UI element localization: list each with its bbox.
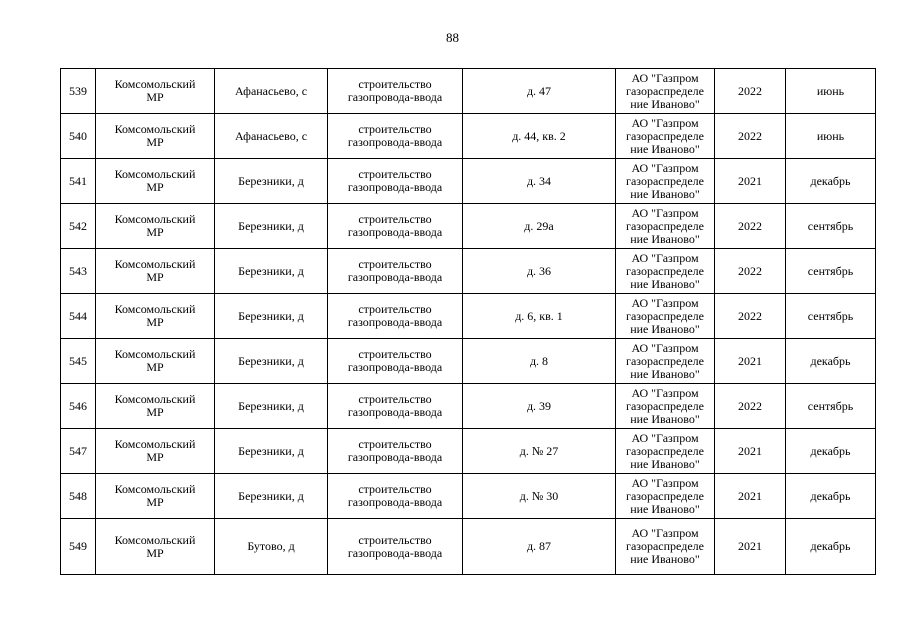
work-type-cell — [328, 69, 463, 114]
organization-line: ние Иваново" — [630, 366, 700, 381]
table-row — [61, 114, 876, 159]
organization-line: АО "Газпром — [631, 160, 699, 175]
locality: Березники, д — [238, 353, 304, 368]
work-type-cell — [328, 294, 463, 339]
address: д. № 27 — [519, 443, 559, 458]
work-type-line: строительство — [358, 482, 432, 496]
row-number-cell — [61, 69, 96, 114]
year: 2022 — [738, 218, 762, 233]
district-line: Комсомольский — [114, 392, 196, 406]
row-number-cell — [61, 114, 96, 159]
locality-cell — [215, 249, 328, 294]
table-row — [61, 339, 876, 384]
work-type-cell — [328, 339, 463, 384]
month: сентябрь — [807, 398, 854, 413]
organization-line: газораспределе — [626, 308, 704, 323]
row-number: 547 — [69, 443, 87, 458]
organization-line: АО "Газпром — [631, 205, 699, 220]
row-number: 543 — [69, 263, 87, 278]
year: 2021 — [738, 443, 762, 458]
organization-line: АО "Газпром — [631, 115, 699, 130]
district-line: МР — [146, 360, 164, 374]
organization-cell — [616, 204, 715, 249]
organization-cell — [616, 114, 715, 159]
year: 2022 — [738, 398, 762, 413]
organization-line: газораспределе — [626, 218, 704, 233]
address: д. № 30 — [519, 488, 559, 503]
month-cell — [786, 474, 876, 519]
table-row — [61, 159, 876, 204]
work-type-line: газопровода-ввода — [347, 270, 443, 284]
address: д. 6, кв. 1 — [515, 308, 563, 323]
locality: Березники, д — [238, 308, 304, 323]
work-type-line: строительство — [358, 437, 432, 451]
organization-line: ние Иваново" — [630, 552, 700, 566]
work-type-cell — [328, 159, 463, 204]
address-cell — [463, 204, 616, 249]
row-number-cell — [61, 204, 96, 249]
row-number-cell — [61, 474, 96, 519]
locality: Афанасьево, с — [234, 128, 308, 143]
table-row — [61, 519, 876, 575]
work-type-line: газопровода-ввода — [347, 360, 443, 374]
row-number: 549 — [69, 539, 87, 553]
organization-line: ние Иваново" — [630, 231, 700, 246]
organization-line: газораспределе — [626, 539, 704, 553]
month: сентябрь — [807, 263, 854, 278]
work-type-line: строительство — [358, 302, 432, 316]
district-line: МР — [146, 315, 164, 329]
organization-cell — [616, 159, 715, 204]
organization-line: газораспределе — [626, 263, 704, 278]
locality: Березники, д — [238, 398, 304, 413]
address: д. 39 — [526, 398, 552, 413]
row-number: 546 — [69, 398, 87, 413]
work-type-cell — [328, 429, 463, 474]
organization-line: ние Иваново" — [630, 96, 700, 111]
row-number-cell — [61, 384, 96, 429]
organization-line: ние Иваново" — [630, 186, 700, 201]
address-cell — [463, 114, 616, 159]
district-line: МР — [146, 225, 164, 239]
year: 2021 — [738, 173, 762, 188]
row-number-cell — [61, 429, 96, 474]
work-type-line: газопровода-ввода — [347, 90, 443, 104]
year-cell — [715, 249, 786, 294]
work-type-line: строительство — [358, 167, 432, 181]
month: июнь — [816, 128, 845, 143]
district-cell — [96, 114, 215, 159]
row-number: 540 — [69, 128, 87, 143]
district-line: Комсомольский — [114, 437, 196, 451]
work-type-line: строительство — [358, 77, 432, 91]
year-cell — [715, 294, 786, 339]
month-cell — [786, 159, 876, 204]
district-line: МР — [146, 545, 164, 560]
locality: Афанасьево, с — [234, 83, 308, 98]
year: 2021 — [738, 488, 762, 503]
organization-line: АО "Газпром — [631, 430, 699, 445]
district-line: МР — [146, 90, 164, 104]
work-type-line: газопровода-ввода — [347, 180, 443, 194]
row-number: 542 — [69, 218, 87, 233]
locality-cell — [215, 474, 328, 519]
table-row — [61, 474, 876, 519]
locality-cell — [215, 339, 328, 384]
year-cell — [715, 114, 786, 159]
month-cell — [786, 294, 876, 339]
organization-line: ние Иваново" — [630, 456, 700, 471]
work-type-line: строительство — [358, 532, 432, 547]
address-cell — [463, 519, 616, 575]
year: 2022 — [738, 308, 762, 323]
district-line: МР — [146, 405, 164, 419]
organization-line: ние Иваново" — [630, 501, 700, 516]
year-cell — [715, 519, 786, 575]
month-cell — [786, 339, 876, 384]
organization-cell — [616, 429, 715, 474]
organization-cell — [616, 339, 715, 384]
year-cell — [715, 429, 786, 474]
month: декабрь — [810, 488, 851, 503]
district-cell — [96, 69, 215, 114]
gasification-table — [60, 68, 876, 575]
month: сентябрь — [807, 218, 854, 233]
district-line: Комсомольский — [114, 302, 196, 316]
locality: Березники, д — [238, 488, 304, 503]
locality: Березники, д — [238, 173, 304, 188]
row-number: 541 — [69, 173, 87, 188]
table-row — [61, 249, 876, 294]
locality: Березники, д — [238, 218, 304, 233]
organization-line: ние Иваново" — [630, 276, 700, 291]
month-cell — [786, 69, 876, 114]
organization-line: газораспределе — [626, 353, 704, 368]
year-cell — [715, 204, 786, 249]
row-number-cell — [61, 519, 96, 575]
work-type-line: газопровода-ввода — [347, 135, 443, 149]
row-number: 548 — [69, 488, 87, 503]
work-type-cell — [328, 519, 463, 575]
organization-line: газораспределе — [626, 398, 704, 413]
row-number-cell — [61, 249, 96, 294]
district-line: МР — [146, 180, 164, 194]
district-cell — [96, 249, 215, 294]
organization-line: АО "Газпром — [631, 340, 699, 355]
table-row — [61, 429, 876, 474]
year: 2021 — [738, 539, 762, 553]
year: 2021 — [738, 353, 762, 368]
table-row — [61, 294, 876, 339]
year-cell — [715, 384, 786, 429]
organization-cell — [616, 474, 715, 519]
work-type-line: газопровода-ввода — [347, 450, 443, 464]
district-line: Комсомольский — [114, 212, 196, 226]
organization-line: газораспределе — [626, 173, 704, 188]
district-cell — [96, 429, 215, 474]
work-type-line: газопровода-ввода — [347, 405, 443, 419]
work-type-cell — [328, 249, 463, 294]
organization-line: ние Иваново" — [630, 141, 700, 156]
work-type-cell — [328, 384, 463, 429]
year: 2022 — [738, 83, 762, 98]
district-line: Комсомольский — [114, 257, 196, 271]
year-cell — [715, 159, 786, 204]
district-line: Комсомольский — [114, 122, 196, 136]
address: д. 29а — [524, 218, 554, 233]
address: д. 8 — [529, 353, 549, 368]
locality-cell — [215, 294, 328, 339]
district-cell — [96, 384, 215, 429]
district-cell — [96, 204, 215, 249]
organization-cell — [616, 519, 715, 575]
month-cell — [786, 204, 876, 249]
organization-line: газораспределе — [626, 128, 704, 143]
address-cell — [463, 159, 616, 204]
work-type-line: газопровода-ввода — [347, 545, 443, 560]
locality: Березники, д — [238, 263, 304, 278]
district-cell — [96, 159, 215, 204]
district-line: Комсомольский — [114, 77, 196, 91]
locality-cell — [215, 429, 328, 474]
organization-cell — [616, 249, 715, 294]
month-cell — [786, 519, 876, 575]
district-line: Комсомольский — [114, 482, 196, 496]
organization-line: АО "Газпром — [631, 526, 699, 540]
locality-cell — [215, 384, 328, 429]
organization-line: газораспределе — [626, 488, 704, 503]
district-line: Комсомольский — [114, 532, 196, 547]
work-type-line: газопровода-ввода — [347, 225, 443, 239]
year-cell — [715, 474, 786, 519]
address-cell — [463, 429, 616, 474]
address-cell — [463, 474, 616, 519]
month: декабрь — [810, 443, 851, 458]
district-line: МР — [146, 270, 164, 284]
organization-line: АО "Газпром — [631, 475, 699, 490]
table-body — [61, 69, 876, 575]
page-number: 88 — [446, 30, 459, 45]
work-type-line: строительство — [358, 212, 432, 226]
district-cell — [96, 519, 215, 575]
locality-cell — [215, 519, 328, 575]
month-cell — [786, 114, 876, 159]
locality-cell — [215, 204, 328, 249]
year-cell — [715, 69, 786, 114]
address-cell — [463, 384, 616, 429]
table-row — [61, 384, 876, 429]
table-row — [61, 69, 876, 114]
address: д. 87 — [526, 539, 552, 553]
district-cell — [96, 294, 215, 339]
row-number: 545 — [69, 353, 87, 368]
year: 2022 — [738, 263, 762, 278]
work-type-line: строительство — [358, 257, 432, 271]
row-number: 544 — [69, 308, 87, 323]
address-cell — [463, 339, 616, 384]
organization-line: АО "Газпром — [631, 250, 699, 265]
row-number-cell — [61, 294, 96, 339]
organization-line: ние Иваново" — [630, 411, 700, 426]
table-row — [61, 204, 876, 249]
district-line: Комсомольский — [114, 347, 196, 361]
month: июнь — [816, 83, 845, 98]
work-type-line: газопровода-ввода — [347, 495, 443, 509]
address-cell — [463, 69, 616, 114]
address: д. 34 — [526, 173, 552, 188]
month-cell — [786, 384, 876, 429]
organization-cell — [616, 69, 715, 114]
row-number: 539 — [69, 83, 87, 98]
month: сентябрь — [807, 308, 854, 323]
district-line: МР — [146, 450, 164, 464]
organization-line: АО "Газпром — [631, 385, 699, 400]
month-cell — [786, 249, 876, 294]
work-type-cell — [328, 474, 463, 519]
address-cell — [463, 294, 616, 339]
organization-line: АО "Газпром — [631, 295, 699, 310]
year-cell — [715, 339, 786, 384]
month: декабрь — [810, 173, 851, 188]
locality-cell — [215, 114, 328, 159]
organization-cell — [616, 294, 715, 339]
work-type-cell — [328, 114, 463, 159]
organization-line: ние Иваново" — [630, 321, 700, 336]
district-line: МР — [146, 495, 164, 509]
month: декабрь — [810, 353, 851, 368]
district-line: МР — [146, 135, 164, 149]
organization-line: газораспределе — [626, 83, 704, 98]
row-number-cell — [61, 159, 96, 204]
row-number-cell — [61, 339, 96, 384]
address-cell — [463, 249, 616, 294]
month: декабрь — [810, 539, 851, 553]
locality-cell — [215, 69, 328, 114]
locality-cell — [215, 159, 328, 204]
organization-cell — [616, 384, 715, 429]
month-cell — [786, 429, 876, 474]
organization-line: газораспределе — [626, 443, 704, 458]
district-cell — [96, 474, 215, 519]
address: д. 36 — [526, 263, 552, 278]
work-type-cell — [328, 204, 463, 249]
work-type-line: строительство — [358, 122, 432, 136]
district-cell — [96, 339, 215, 384]
locality: Березники, д — [238, 443, 304, 458]
organization-line: АО "Газпром — [631, 70, 699, 85]
locality: Бутово, д — [247, 539, 295, 553]
year: 2022 — [738, 128, 762, 143]
address: д. 44, кв. 2 — [512, 128, 566, 143]
work-type-line: газопровода-ввода — [347, 315, 443, 329]
district-line: Комсомольский — [114, 167, 196, 181]
work-type-line: строительство — [358, 347, 432, 361]
address: д. 47 — [526, 83, 552, 98]
work-type-line: строительство — [358, 392, 432, 406]
